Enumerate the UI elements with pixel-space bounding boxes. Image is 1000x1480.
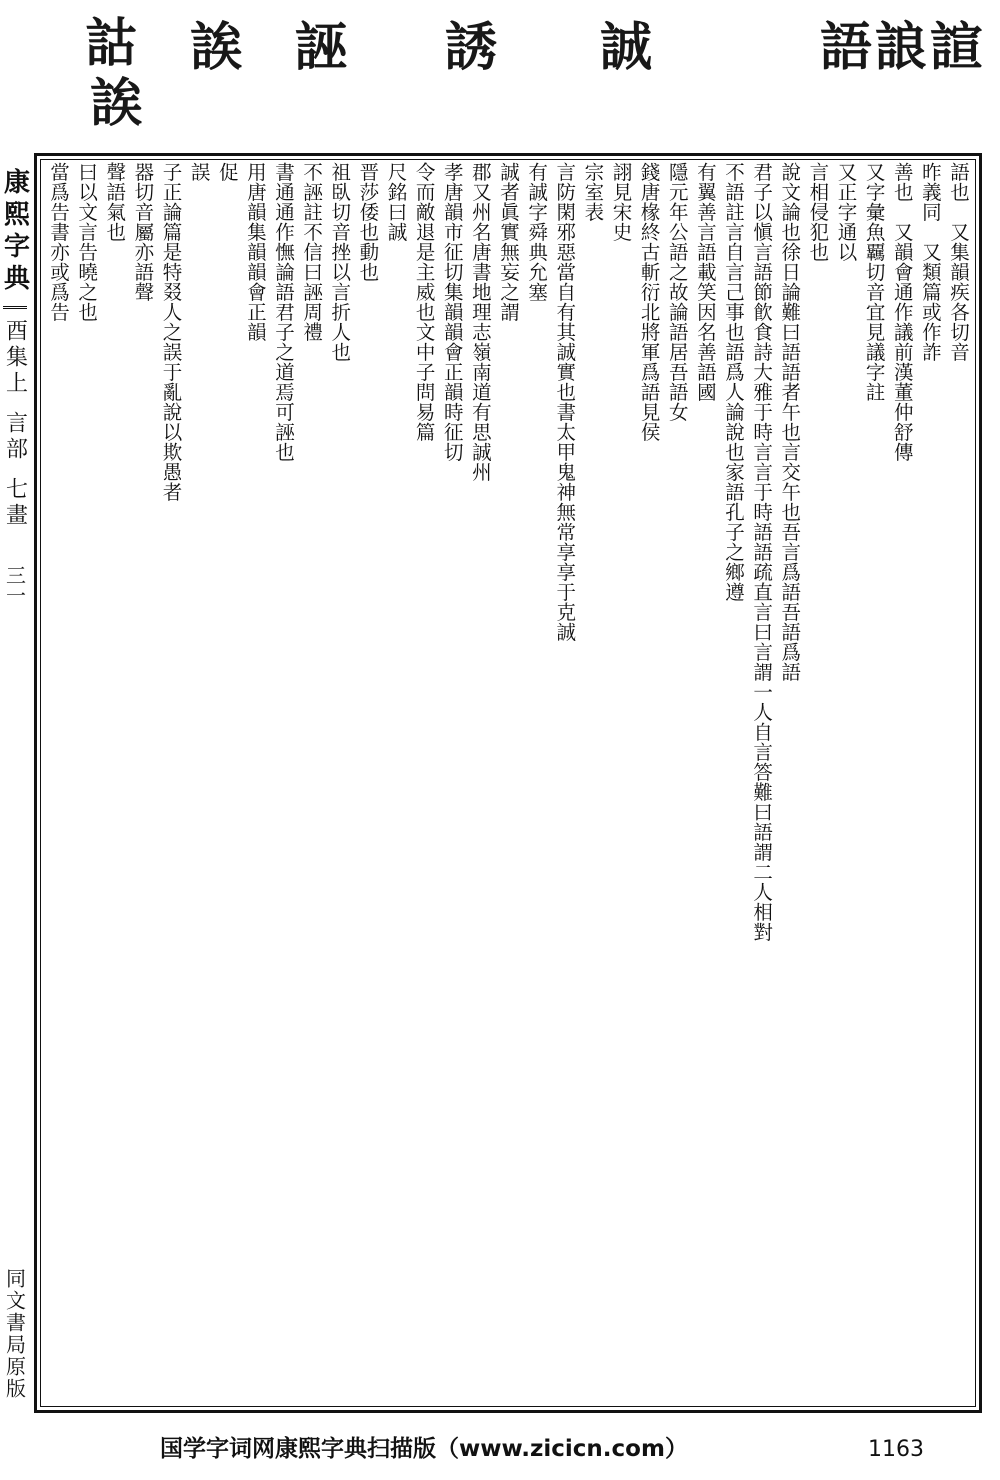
seal-character: 諠 (930, 17, 979, 78)
text-column: 隱元年公語之故論語居吾語女 (665, 162, 689, 422)
text-column: 促 (215, 162, 239, 182)
text-column: 言防閑邪惡當自有其誠實也書太甲鬼神無常享享于克誠 (553, 162, 577, 642)
text-column: 不語註言自言己事也語爲人論說也家語孔子之鄉遵 (722, 162, 745, 602)
text-column: 令而敵退是主威也文中子問易篇 (412, 162, 436, 442)
seal-character: 誘 (445, 17, 494, 78)
radical-label: 言部 (2, 411, 28, 463)
text-column: 善也 又韻會通作議前漢董仲舒傳 (890, 162, 914, 462)
footer-source: 国学字词网康熙字典扫描版（www.zicicn.com） (160, 1436, 688, 1462)
text-column: 又字彙魚覊切音宜見議字註 (862, 162, 886, 402)
text-column: 有翼善言語載笑因名善語國 (693, 162, 717, 402)
section-label: 酉集上 (2, 319, 28, 397)
text-column: 尺銘曰誠 (384, 162, 408, 242)
text-column: 言相侵犯也 (806, 162, 830, 262)
seal-character: 誏 (875, 17, 924, 78)
text-column: 昨義同 又類篇或作詐 (918, 162, 942, 362)
text-column: 誤 (187, 162, 211, 182)
dictionary-columns (45, 162, 971, 1404)
folio-number: 三一 (2, 565, 27, 605)
book-title: 康熙字典 (0, 168, 30, 296)
text-column: 語也 又集韻疾各切音 (947, 162, 970, 362)
text-column: 不誣註不信曰誣周禮 (300, 162, 324, 342)
publisher-label: 同文書局原版 (2, 1268, 27, 1400)
text-column: 祖臥切音挫以言折人也 (328, 162, 352, 362)
text-column: 用唐韻集韻韻會正韻 (243, 162, 267, 342)
text-column: 郡又州名唐書地理志嶺南道有思誠州 (468, 162, 492, 482)
page-margin-title (0, 150, 30, 1410)
seal-character: 語 (820, 17, 869, 78)
text-frame (34, 153, 982, 1413)
text-column: 當爲告書亦或爲告 (47, 162, 70, 322)
seal-character: 誒 (90, 73, 139, 134)
text-column: 詡見宋史 (609, 162, 633, 242)
page-number: 1163 (868, 1437, 924, 1462)
text-column: 錢唐椽終古斬衍北將軍爲語見侯 (637, 162, 661, 442)
text-column: 君子以愼言語節飮食詩大雅于時言言于時語語疏直言曰言謂一人自言答難曰語謂二人相對 (750, 162, 774, 942)
text-column: 誠者眞實無妄之謂 (497, 162, 520, 322)
text-column: 書通通作憮論語君子之道焉可誣也 (272, 162, 295, 462)
text-column: 器切音屬亦語聲 (131, 162, 155, 302)
text-column: 子正論篇是特叕人之誤于亂說以欺愚者 (159, 162, 183, 502)
seal-character: 誒 (190, 17, 239, 78)
text-column: 聲語氣也 (103, 162, 127, 242)
text-column: 又正字通以 (834, 162, 858, 262)
text-column: 晋莎倭也動也 (356, 162, 380, 282)
text-column: 有誠字舜典允塞 (525, 162, 549, 302)
stroke-label: 七畫 (2, 477, 28, 529)
seal-character: 誣 (295, 17, 344, 78)
text-column: 孝唐韻市征切集韻韻會正韻時征切 (440, 162, 464, 462)
seal-character: 誠 (600, 17, 649, 78)
seal-script-header (30, 0, 990, 148)
text-column: 說文論也徐日論難曰語語者午也言交午也吾言爲語吾語爲語 (778, 162, 802, 682)
seal-character: 詁 (85, 13, 134, 74)
text-column: 曰以文言告曉之也 (75, 162, 99, 322)
divider (3, 306, 27, 309)
text-column: 宗室表 (581, 162, 605, 222)
